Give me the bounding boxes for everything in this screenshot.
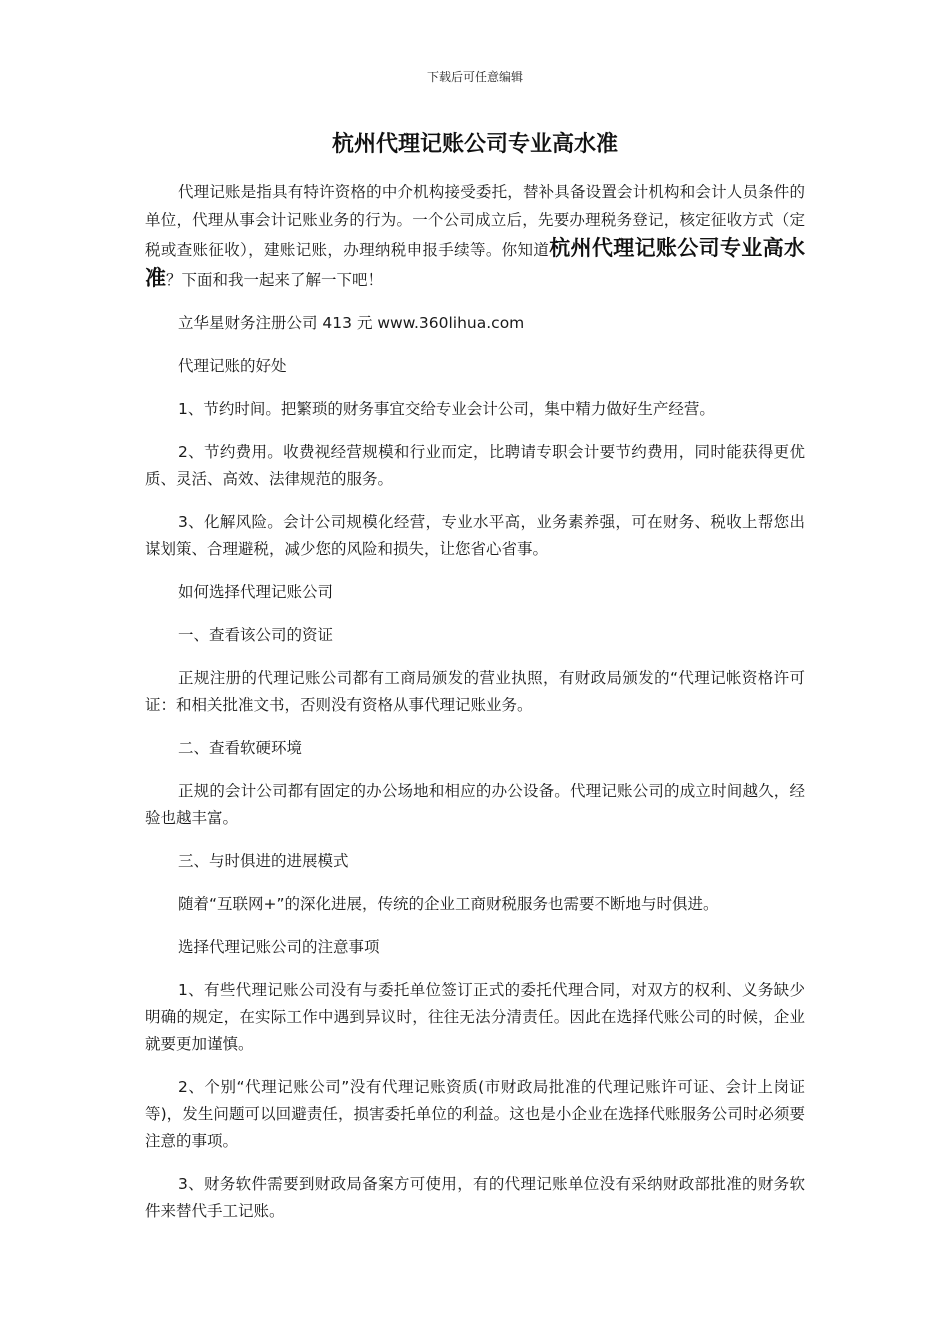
body-paragraph: 随着“互联网+”的深化进展，传统的企业工商财税服务也需要不断地与时俱进。 [178,895,719,913]
benefit-item: 1、节约时间。把繁琐的财务事宜交给专业会计公司，集中精力做好生产经营。 [178,400,715,418]
header-note: 下载后可任意编辑 [426,70,523,84]
section-heading-precautions: 选择代理记账公司的注意事项 [178,938,380,956]
intro-emphasis: 杭州代理记账公司专业高水准 [145,236,805,290]
document-body [145,178,805,1241]
section-heading-how-to-choose: 如何选择代理记账公司 [178,583,334,601]
body-paragraph: 正规的会计公司都有固定的办公场地和相应的办公设备。代理记账公司的成立时间越久，经验也越丰富。 [145,782,805,827]
intro-paragraph [145,178,805,294]
document-title: 杭州代理记账公司专业高水准 [331,132,618,157]
precaution-item: 2、个别“代理记账公司”没有代理记账资质(市财政局批准的代理记账许可证、会计上岗证等)，发生问题可以回避责任，损害委托单位的利益。这也是小企业在选择代账服务公司时必须要注意的事项。 [145,1078,805,1150]
body-paragraph: 正规注册的代理记账公司都有工商局颁发的营业执照，有财政局颁发的“代理记帐资格许可证：和相关批准文书，否则没有资格从事代理记账业务。 [145,669,805,714]
subheading-development-mode: 三、与时俱进的进展模式 [178,852,349,870]
subheading-environment: 二、查看软硬环境 [178,739,303,757]
benefit-item: 3、化解风险。会计公司规模化经营，专业水平高，业务素养强，可在财务、税收上帮您出谋划策、合理避税，减少您的风险和损失，让您省心省事。 [145,513,805,558]
subheading-credentials: 一、查看该公司的资证 [178,626,334,644]
precaution-item: 3、财务软件需要到财政局备案方可使用，有的代理记账单位没有采纳财政部批准的财务软件来替代手工记账。 [145,1175,805,1220]
precaution-item: 1、有些代理记账公司没有与委托单位签订正式的委托代理合同，对双方的权利、义务缺少明确的规定，在实际工作中遇到异议时，往往无法分清责任。因此在选择代账公司的时候，企业就要更加谨慎。 [145,981,805,1053]
intro-tail: ？下面和我一起来了解一下吧！ [166,271,384,289]
promo-line: 立华星财务注册公司 413 元 www.360lihua.com [178,314,525,332]
section-heading-benefits: 代理记账的好处 [178,357,287,375]
intro-text: 代理记账是指具有特许资格的中介机构接受委托，替补具备设置会计机构和会计人员条件的单位，代理从事会计记账业务的行为。一个公司成立后，先要办理税务登记，核定征收方式（定税或查账征收），建账记账，办理纳税申报手续等。你知道 [145,183,805,259]
benefit-item: 2、节约费用。收费视经营规模和行业而定，比聘请专职会计要节约费用，同时能获得更优质、灵活、高效、法律规范的服务。 [145,443,805,488]
